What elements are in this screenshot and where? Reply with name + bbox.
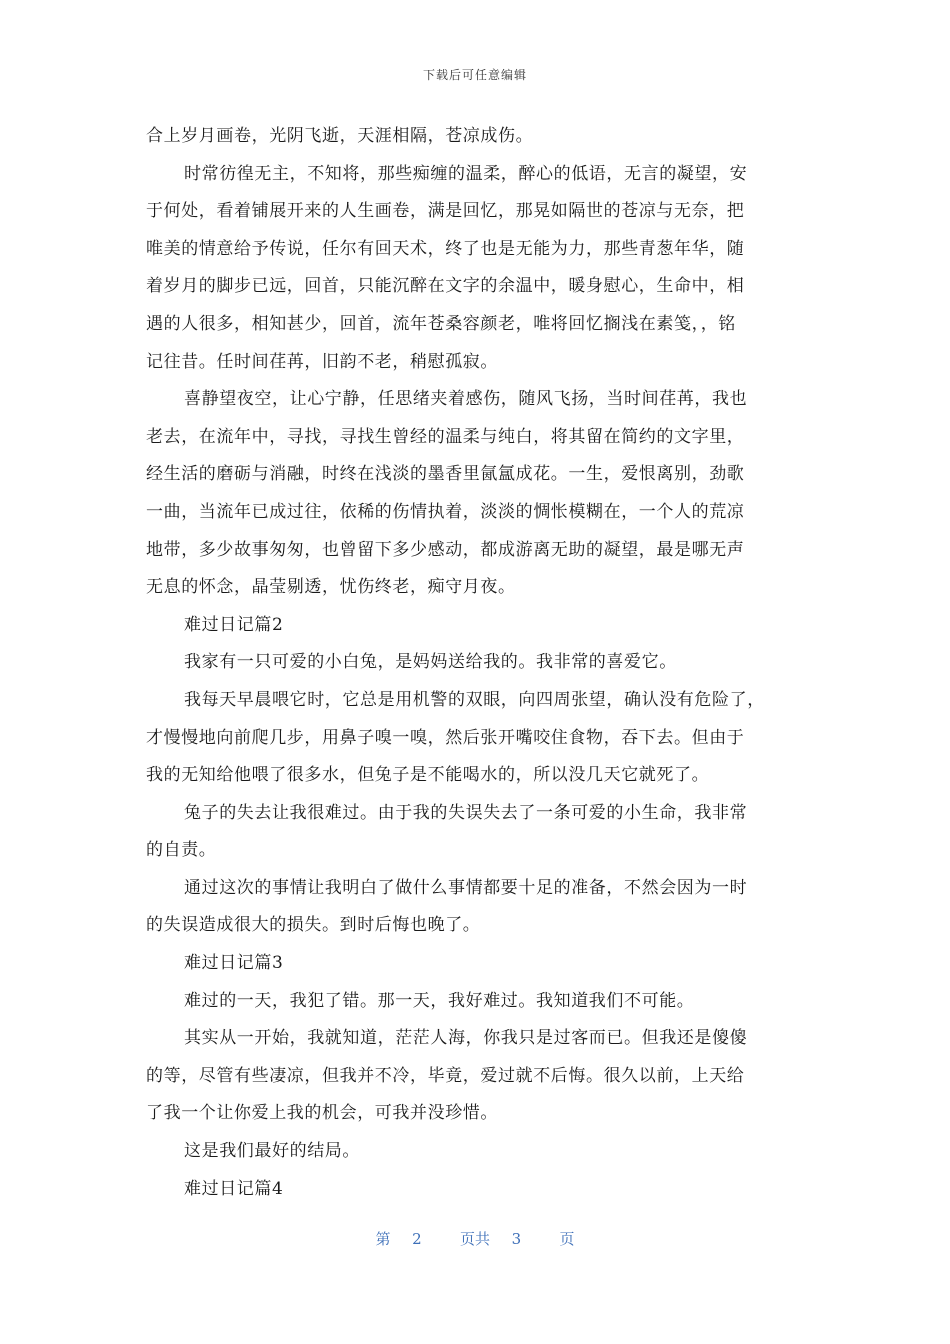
page-label-prefix: 第 xyxy=(375,1230,391,1248)
text-line: 合上岁月画卷，光阴飞逝，天涯相隔，苍凉成伤。 xyxy=(146,126,534,146)
text-line: 记往昔。任时间荏苒，旧韵不老，稍慰孤寂。 xyxy=(146,351,498,372)
page-header: 下载后可任意编辑 xyxy=(422,68,527,82)
text-line: 我每天早晨喂它时，它总是用机警的双眼，向四周张望，确认没有危险了， xyxy=(184,689,765,710)
text-line: 了我一个让你爱上我的机会，可我并没珍惜。 xyxy=(146,1103,498,1124)
current-page-number: 2 xyxy=(412,1230,422,1248)
text-line: 喜静望夜空，让心宁静，任思绪夹着感伤，随风飞扬，当时间荏苒，我也 xyxy=(184,389,748,410)
page-label-suffix: 页 xyxy=(559,1230,575,1248)
text-line: 通过这次的事情让我明白了做什么事情都要十足的准备，不然会因为一时 xyxy=(184,877,748,898)
text-line: 兔子的失去让我很难过。由于我的失误失去了一条可爱的小生命，我非常 xyxy=(184,802,748,823)
text-line: 难过的一天，我犯了错。那一天，我好难过。我知道我们不可能。 xyxy=(184,990,695,1011)
text-line: 唯美的情意给予传说，任尔有回天术，终了也是无能为力，那些青葱年华，随 xyxy=(146,238,745,259)
text-line: 其实从一开始，我就知道，茫茫人海，你我只是过客而已。但我还是傻傻 xyxy=(184,1028,748,1049)
page-label-mid: 页共 xyxy=(459,1230,490,1248)
text-line: 一曲，当流年已成过往，依稀的伤情执着，淡淡的惆怅模糊在，一个人的荒凉 xyxy=(146,501,745,522)
text-line: 时常彷徨无主，不知将，那些痴缠的温柔，醉心的低语，无言的凝望，安 xyxy=(184,163,748,184)
text-line: 的自责。 xyxy=(146,840,217,861)
text-line: 于何处，看着铺展开来的人生画卷，满是回忆，那晃如隔世的苍凉与无奈，把 xyxy=(146,201,745,222)
total-pages-number: 3 xyxy=(511,1230,522,1248)
page-footer xyxy=(0,1228,950,1249)
text-line: 这是我们最好的结局。 xyxy=(184,1141,360,1162)
text-line: 才慢慢地向前爬几步，用鼻子嗅一嗅，然后张开嘴咬住食物，吞下去。但由于 xyxy=(146,727,745,748)
section-heading: 难过日记篇4 xyxy=(184,1178,284,1199)
text-line: 地带，多少故事匆匆，也曾留下多少感动，都成游离无助的凝望，最是哪无声 xyxy=(146,539,745,560)
text-line: 遇的人很多，相知甚少，回首，流年苍桑容颜老，唯将回忆搁浅在素笺，，铭 xyxy=(146,313,736,334)
text-line: 老去，在流年中，寻找，寻找生曾经的温柔与纯白，将其留在简约的文字里， xyxy=(146,426,745,447)
section-heading: 难过日记篇2 xyxy=(184,614,284,635)
text-line: 的等，尽管有些凄凉，但我并不冷，毕竟，爱过就不后悔。很久以前，上天给 xyxy=(146,1065,745,1086)
text-line: 的失误造成很大的损失。到时后悔也晚了。 xyxy=(146,915,481,936)
section-heading: 难过日记篇3 xyxy=(184,953,284,974)
text-line: 我的无知给他喂了很多水，但兔子是不能喝水的，所以没几天它就死了。 xyxy=(146,765,710,786)
text-line: 经生活的磨砺与消融，时终在浅淡的墨香里氤氲成花。一生，爱恨离别，劲歌 xyxy=(146,464,745,485)
text-line: 着岁月的脚步已远，回首，只能沉醉在文字的余温中，暖身慰心，生命中，相 xyxy=(146,276,745,297)
text-line: 我家有一只可爱的小白兔，是妈妈送给我的。我非常的喜爱它。 xyxy=(184,652,677,673)
text-line: 无息的怀念，晶莹剔透，忧伤终老，痴守月夜。 xyxy=(146,577,516,598)
document-body xyxy=(146,118,810,1208)
